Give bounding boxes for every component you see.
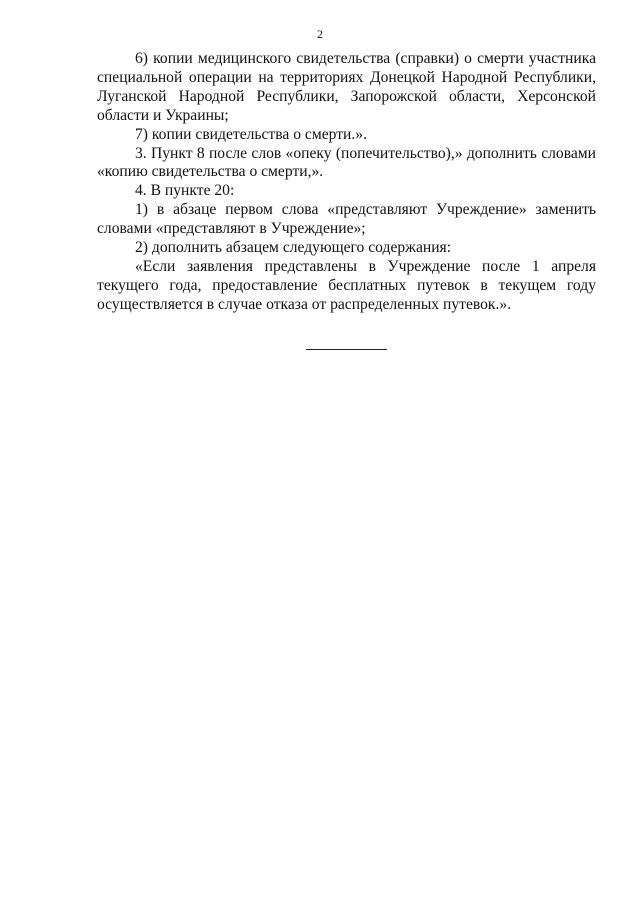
paragraph-item-6: 6) копии медицинского свидетельства (справки) о смерти участника специальной операции на территориях Донецкой Народной Республики, Луганской Народной Республики, Запорожской области, Херсонской области и Украины; [97, 50, 596, 124]
end-of-text-rule [306, 349, 387, 350]
paragraph-subitem-2: 2) дополнить абзацем следующего содержания: [135, 239, 452, 257]
page-number: 2 [317, 27, 323, 41]
paragraph-point-3: 3. Пункт 8 после слов «опеку (попечительство),» дополнить словами «копию свидетельства о смерти,». [97, 144, 596, 181]
paragraph-quoted-addition: «Если заявления представлены в Учреждение после 1 апреля текущего года, предоставление бесплатных путевок в текущем году осуществляется в случае отказа от распределенных путевок.». [97, 257, 596, 313]
paragraph-item-7: 7) копии свидетельства о смерти.». [135, 125, 367, 143]
document-body [97, 50, 596, 315]
paragraph-point-4: 4. В пункте 20: [135, 182, 235, 200]
paragraph-subitem-1: 1) в абзаце первом слова «представляют Учреждение» заменить словами «представляют в Учреждение»; [97, 201, 596, 238]
